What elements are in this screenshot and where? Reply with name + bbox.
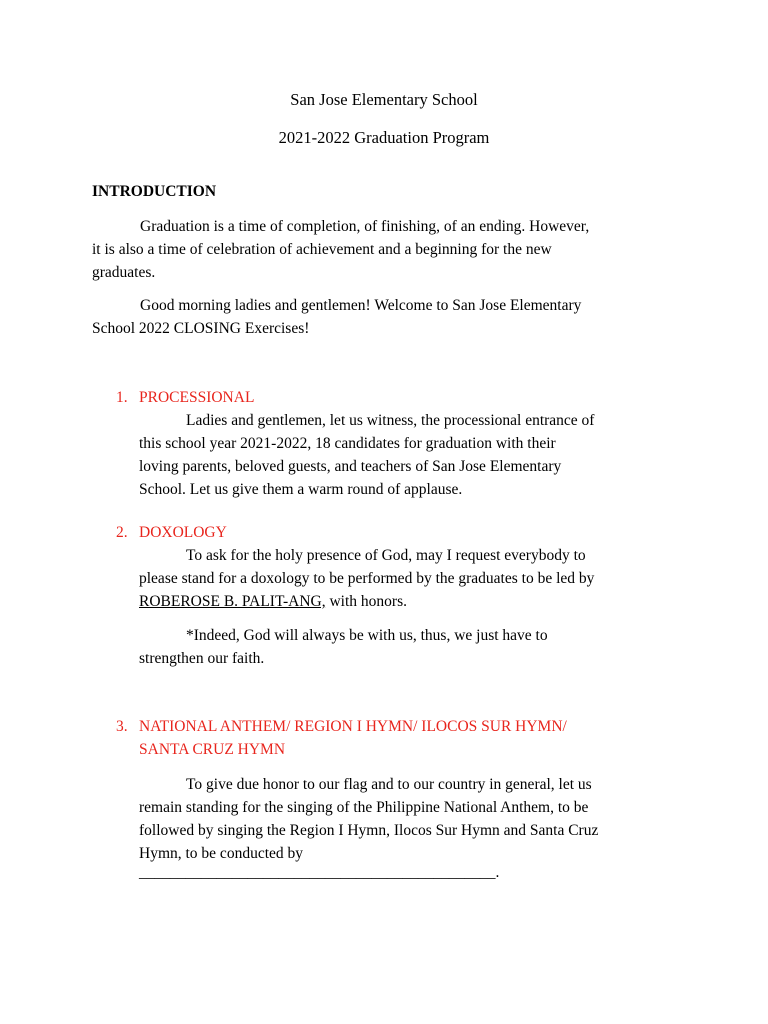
doxology-line-2: please stand for a doxology to be performed by the graduates to be led by — [139, 570, 595, 587]
doxology-note-line-1: *Indeed, God will always be with us, thus, we just have to — [186, 627, 548, 644]
school-name: San Jose Elementary School — [290, 90, 478, 109]
anthem-number: 3. — [116, 718, 128, 735]
processional-line-1: Ladies and gentlemen, let us witness, the processional entrance of — [186, 412, 595, 429]
processional-title: PROCESSIONAL — [139, 389, 255, 406]
processional-line-3: loving parents, beloved guests, and teachers of San Jose Elementary — [139, 458, 562, 475]
anthem-title-line-2: SANTA CRUZ HYMN — [139, 741, 286, 758]
doxology-note-line-2: strengthen our faith. — [139, 650, 265, 667]
anthem-line-1: To give due honor to our flag and to our country in general, let us — [186, 776, 592, 793]
processional-number: 1. — [116, 389, 128, 406]
anthem-line-3: followed by singing the Region I Hymn, Ilocos Sur Hymn and Santa Cruz — [139, 822, 599, 839]
introduction-heading: INTRODUCTION — [92, 183, 217, 200]
doxology-line-3 — [139, 593, 407, 611]
program-title: 2021-2022 Graduation Program — [278, 128, 490, 147]
doxology-number: 2. — [116, 524, 128, 541]
anthem-line-4: Hymn, to be conducted by — [139, 845, 304, 862]
processional-line-2: this school year 2021-2022, 18 candidates for graduation with their — [139, 435, 556, 452]
intro-p1-line-2: it is also a time of celebration of achievement and a beginning for the new — [92, 241, 552, 258]
intro-p1-line-1: Graduation is a time of completion, of finishing, of an ending. However, — [140, 218, 590, 235]
doxology-title: DOXOLOGY — [139, 524, 227, 541]
intro-p2-line-2: School 2022 CLOSING Exercises! — [92, 320, 310, 337]
intro-p1-line-3: graduates. — [92, 264, 156, 281]
conductor-blank-line: ______________________________________________. — [139, 864, 500, 881]
doxology-leader-suffix: with honors. — [325, 593, 407, 610]
anthem-line-2: remain standing for the singing of the Philippine National Anthem, to be — [139, 799, 589, 816]
processional-line-4: School. Let us give them a warm round of applause. — [139, 481, 463, 498]
intro-p2-line-1: Good morning ladies and gentlemen! Welcome to San Jose Elementary — [140, 297, 582, 314]
doxology-line-1: To ask for the holy presence of God, may I request everybody to — [186, 547, 586, 564]
doxology-leader-name: ROBEROSE B. PALIT-ANG, — [139, 593, 326, 610]
anthem-title-line-1: NATIONAL ANTHEM/ REGION I HYMN/ ILOCOS SUR HYMN/ — [139, 718, 567, 735]
